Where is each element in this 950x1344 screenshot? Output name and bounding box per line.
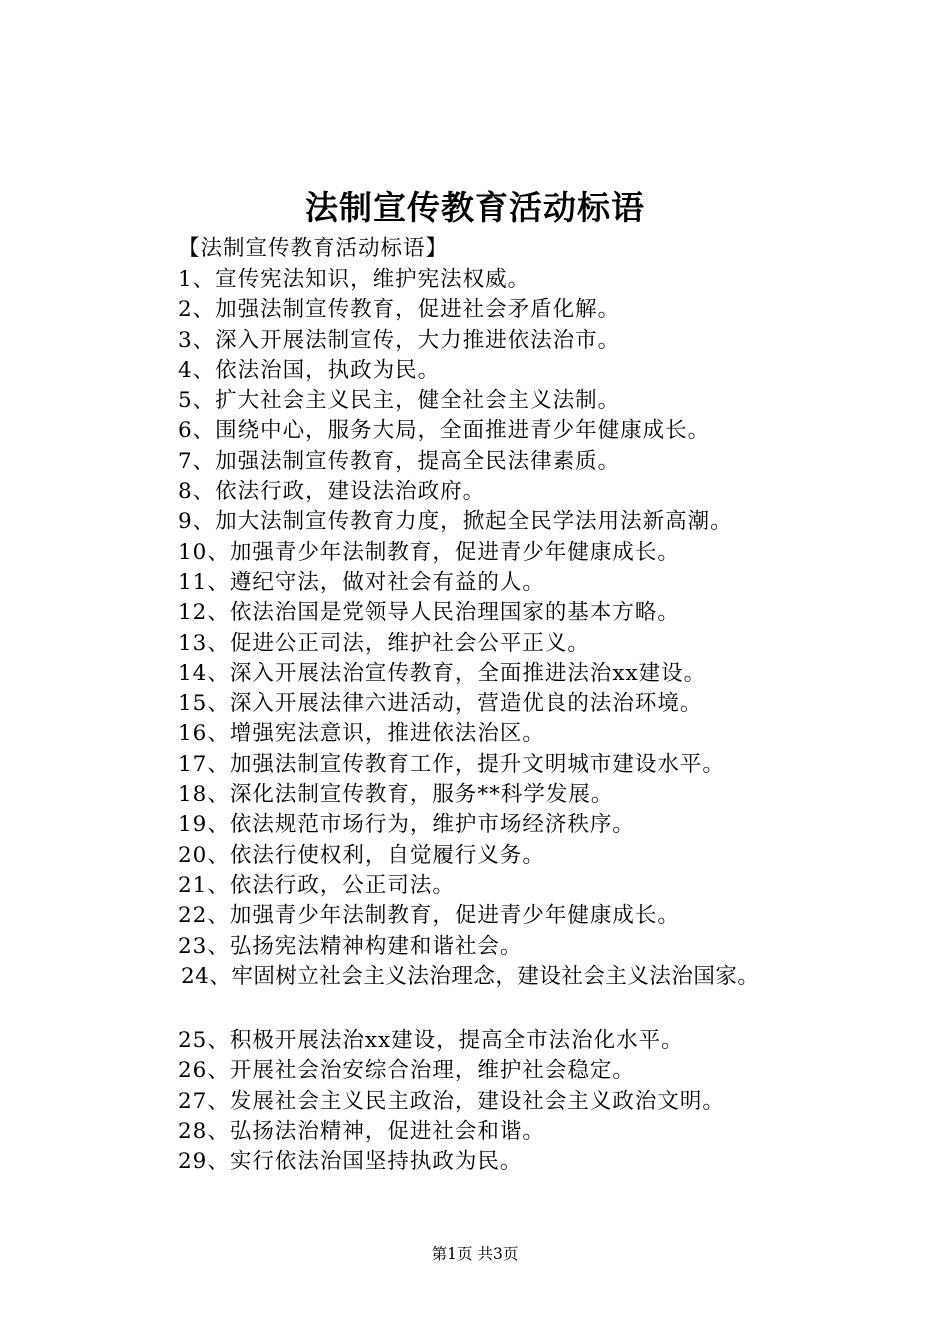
- slogan-item: 12、依法治国是党领导人民治理国家的基本方略。: [178, 600, 680, 626]
- slogan-item: 10、加强青少年法制教育，促进青少年健康成长。: [178, 539, 680, 565]
- slogan-item: 2、加强法制宣传教育，促进社会矛盾化解。: [178, 297, 621, 323]
- slogan-item: 28、弘扬法治精神，促进社会和谐。: [178, 1119, 545, 1145]
- slogan-item: 3、深入开展法制宣传，大力推进依法治市。: [178, 327, 621, 353]
- slogan-item: 17、加强法制宣传教育工作，提升文明城市建设水平。: [178, 751, 725, 777]
- slogan-item: 16、增强宪法意识，推进依法治区。: [178, 721, 545, 747]
- slogan-item: 20、依法行使权利，自觉履行义务。: [178, 842, 545, 868]
- slogan-item: 14、深入开展法治宣传教育，全面推进法治xx建设。: [178, 660, 707, 686]
- slogan-item: 26、开展社会治安综合治理，维护社会稳定。: [178, 1058, 635, 1084]
- slogan-item: 1、宣传宪法知识，维护宪法权威。: [178, 267, 531, 292]
- slogan-item: 18、深化法制宣传教育，服务**科学发展。: [178, 782, 614, 808]
- slogan-item: 25、积极开展法治xx建设，提高全市法治化水平。: [178, 1028, 684, 1054]
- slogan-item: 29、实行依法治国坚持执政为民。: [178, 1149, 523, 1175]
- slogan-item: 22、加强青少年法制教育，促进青少年健康成长。: [178, 903, 680, 929]
- slogan-item: 7、加强法制宣传教育，提高全民法律素质。: [178, 448, 621, 474]
- slogan-item: 6、围绕中心，服务大局，全面推进青少年健康成长。: [178, 418, 711, 444]
- slogan-item: 24、牢固树立社会主义法治理念，建设社会主义法治国家。: [181, 963, 760, 989]
- slogan-item: 8、依法行政，建设法治政府。: [178, 479, 486, 505]
- slogan-list: [178, 265, 759, 1178]
- slogan-item: 4、依法治国，执政为民。: [178, 357, 441, 383]
- slogan-item: 5、扩大社会主义民主，健全社会主义法制。: [178, 388, 621, 414]
- page-title: 法制宣传教育活动标语: [305, 188, 645, 227]
- slogan-item: 23、弘扬宪法精神构建和谐社会。: [178, 933, 523, 959]
- slogan-item: 9、加大法制宣传教育力度，掀起全民学法用法新高潮。: [178, 509, 733, 535]
- slogan-item: 19、依法规范市场行为，维护市场经济秩序。: [178, 812, 635, 838]
- slogan-item: 21、依法行政，公正司法。: [178, 872, 455, 898]
- slogan-item: 15、深入开展法律六进活动，营造优良的法治环境。: [178, 691, 703, 717]
- slogan-item: 27、发展社会主义民主政治，建设社会主义政治文明。: [178, 1088, 725, 1114]
- slogan-item: 11、遵纪守法，做对社会有益的人。: [178, 569, 545, 595]
- document-subtitle: 【法制宣传教育活动标语】: [178, 236, 449, 261]
- page-number-footer: 第1页 共3页: [431, 1245, 519, 1263]
- slogan-item: 13、促进公正司法，维护社会公平正义。: [178, 630, 590, 656]
